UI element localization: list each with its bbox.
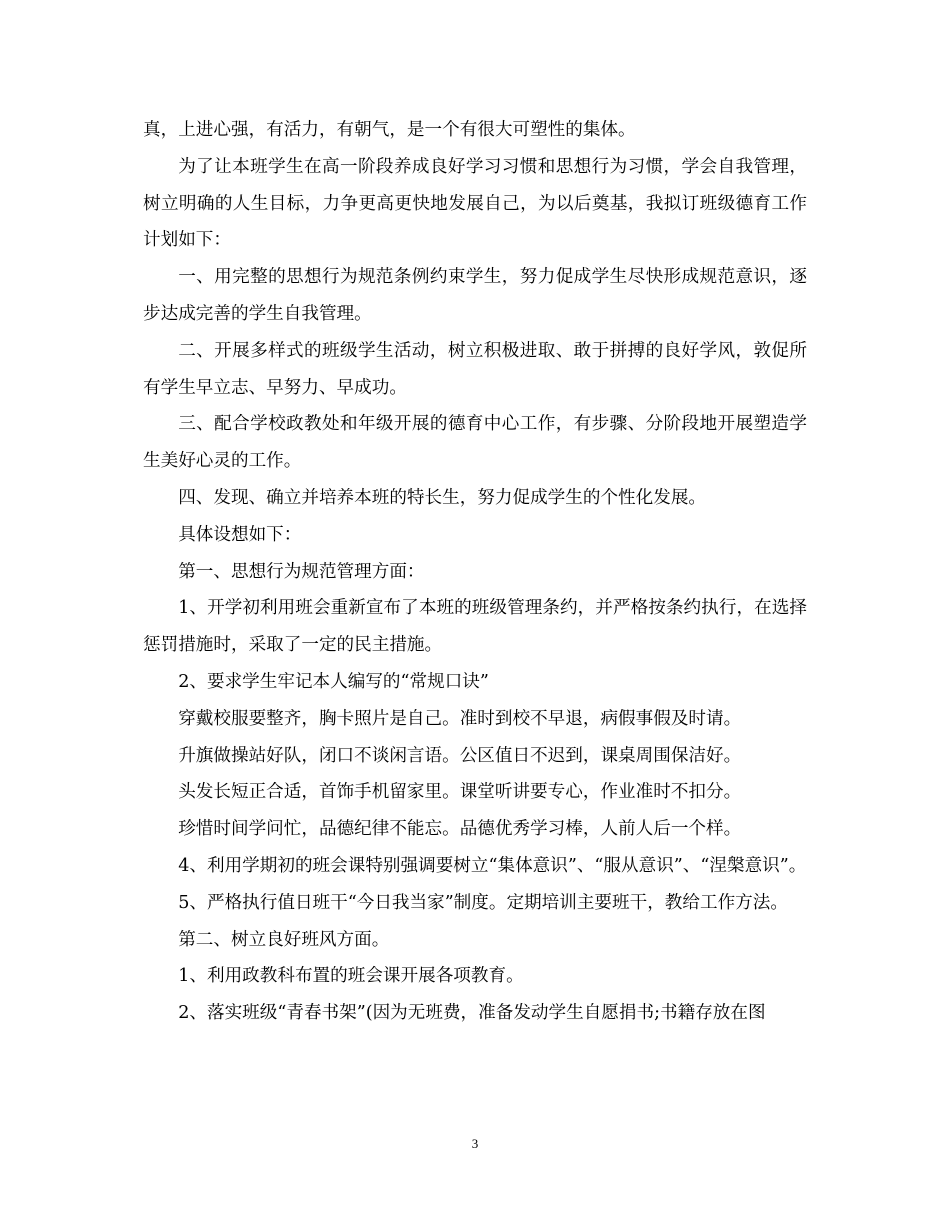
list-item: 2、要求学生牢记本人编写的“常规口诀” [178,671,489,692]
paragraph: 三、配合学校政教处和年级开展的德育中心工作，有步骤、分阶段地开展塑造学生美好心灵的工作。 [143,414,807,472]
section-heading: 第二、树立良好班风方面。 [178,929,390,950]
section-heading: 第一、思想行为规范管理方面： [178,561,425,582]
list-item: 1、利用政教科布置的班会课开展各项教育。 [178,966,524,987]
list-item: 1、开学初利用班会重新宣布了本班的班级管理条约，并严格按条约执行，在选择惩罚措施时，采取了一定的民主措施。 [143,598,807,656]
section-intro: 具体设想如下： [178,524,302,545]
list-item: 2、落实班级“青春书架”(因为无班费，准备发动学生自愿捐书;书籍存放在图 [178,1003,766,1024]
paragraph: 四、发现、确立并培养本班的特长生，努力促成学生的个性化发展。 [178,487,707,508]
paragraph: 一、用完整的思想行为规范条例约束学生，努力促成学生尽快形成规范意识，逐步达成完善的学生自我管理。 [143,267,807,324]
document-body [143,112,807,1032]
paragraph: 二、开展多样式的班级学生活动，树立积极进取、敢于拼搏的良好学风，敦促所有学生早立志、早努力、早成功。 [143,340,807,398]
paragraph: 真，上进心强，有活力，有朝气，是一个有很大可塑性的集体。 [143,120,636,140]
verse-line: 珍惜时间学问忙，品德纪律不能忘。品德优秀学习棒，人前人后一个样。 [178,819,742,840]
verse-line: 头发长短正合适，首饰手机留家里。课堂听讲要专心，作业准时不扣分。 [178,782,742,803]
paragraph: 为了让本班学生在高一阶段养成良好学习习惯和思想行为习惯，学会自我管理，树立明确的人生目标，力争更高更快地发展自己，为以后奠基，我拟订班级德育工作计划如下： [143,156,807,251]
list-item: 5、严格执行值日班干“今日我当家”制度。定期培训主要班干，教给工作方法。 [178,892,788,913]
verse-line: 穿戴校服要整齐，胸卡照片是自己。准时到校不早退，病假事假及时请。 [178,708,742,729]
list-item: 4、利用学期初的班会课特别强调要树立“集体意识”、“服从意识”、“涅槃意识”。 [178,855,807,876]
verse-line: 升旗做操站好队，闭口不谈闲言语。公区值日不迟到，课桌周围保洁好。 [178,745,742,766]
page-number: 3 [471,1136,479,1151]
